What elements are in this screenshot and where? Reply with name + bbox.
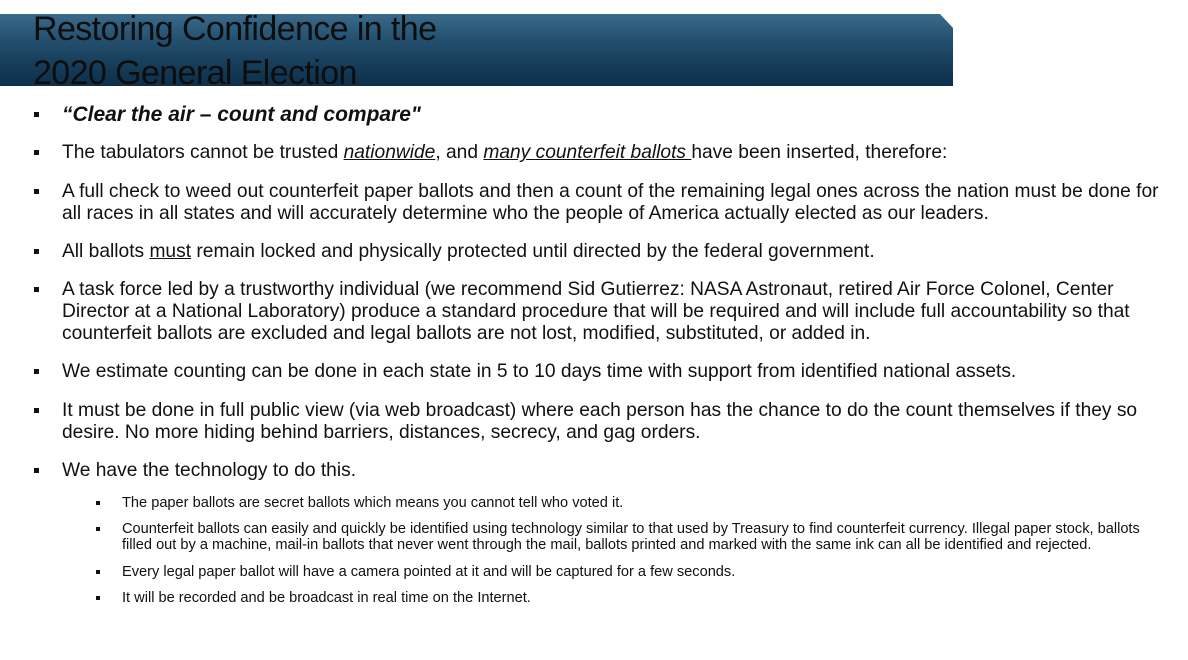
bullet-marker (34, 249, 39, 254)
bullet-item (0, 460, 1188, 482)
bullet-marker (34, 408, 39, 413)
bullet-marker (34, 468, 39, 473)
sub-bullet-text: It will be recorded and be broadcast in real time on the Internet. (122, 589, 531, 606)
slide-body (0, 104, 1188, 616)
underlined-text: nationwide (343, 142, 436, 164)
sub-bullet-marker (96, 596, 100, 600)
bullet-marker (34, 287, 39, 292)
bullet-text: “Clear the air – count and compare" (62, 103, 421, 126)
bullet-text: All ballots (62, 240, 150, 262)
bullet-marker (34, 189, 39, 194)
bullet-item (0, 104, 1188, 126)
bullet-text: The tabulators cannot be trusted (62, 142, 344, 164)
bullet-marker (34, 150, 39, 155)
bullet-text: It must be done in full public view (via web broadcast) where each person has the chance to do the count themselves if they so desire. No more hiding behind barriers, distances, secrecy, and gag orders. (62, 399, 1138, 443)
bullet-text: , and (435, 142, 484, 164)
bullet-item (0, 142, 1188, 164)
sub-bullet-marker (96, 527, 100, 531)
slide-title-line-1: Restoring Confidence in the (33, 10, 437, 48)
bullet-text: remain locked and physically protected until directed by the federal government. (191, 240, 875, 262)
bullet-text: We estimate counting can be done in each state in 5 to 10 days time with support from identified national assets. (62, 361, 1017, 383)
sub-bullet-text: Counterfeit ballots can easily and quickly be identified using technology similar to that used by Treasury to find counterfeit currency. Illegal paper stock, ballots filled out by a machine, mail-in ballots that never went through the mail, ballots printed and marked with the same ink can all be identified and rejected. (122, 520, 1140, 554)
sub-bullet-item (0, 590, 1188, 606)
sub-bullet-marker (96, 501, 100, 505)
underlined-text: many counterfeit ballots (483, 142, 692, 164)
underlined-text: must (149, 240, 192, 262)
slide-title-line-2: 2020 General Election (33, 54, 357, 92)
bullet-item (0, 361, 1188, 383)
bullet-text: have been inserted, therefore: (691, 142, 948, 164)
bullet-text: We have the technology to do this. (62, 459, 357, 481)
sub-bullet-marker (96, 570, 100, 574)
sub-bullet-item (0, 521, 1188, 554)
bullet-text: A task force led by a trustworthy individual (we recommend Sid Gutierrez: NASA Astronaut, retired Air Force Colonel, Center Director at a National Laboratory) produce a standard procedure that will be required and will include full accountability so that counterfeit ballots are excluded and legal ballots are not lost, modified, substituted, or added in. (62, 279, 1130, 344)
bullet-item (0, 241, 1188, 263)
sub-bullet-text: The paper ballots are secret ballots which means you cannot tell who voted it. (122, 494, 624, 511)
bullet-item (0, 181, 1188, 225)
bullet-item (0, 279, 1188, 344)
bullet-marker (34, 112, 39, 117)
bullet-text: A full check to weed out counterfeit paper ballots and then a count of the remaining legal ones across the nation must be done for all races in all states and will accurately determine who the people of America actually elected as our leaders. (62, 180, 1159, 224)
bullet-marker (34, 369, 39, 374)
sub-bullet-item (0, 495, 1188, 511)
bullet-item (0, 400, 1188, 444)
sub-bullet-text: Every legal paper ballot will have a camera pointed at it and will be captured for a few seconds. (122, 563, 736, 580)
sub-bullet-item (0, 564, 1188, 580)
